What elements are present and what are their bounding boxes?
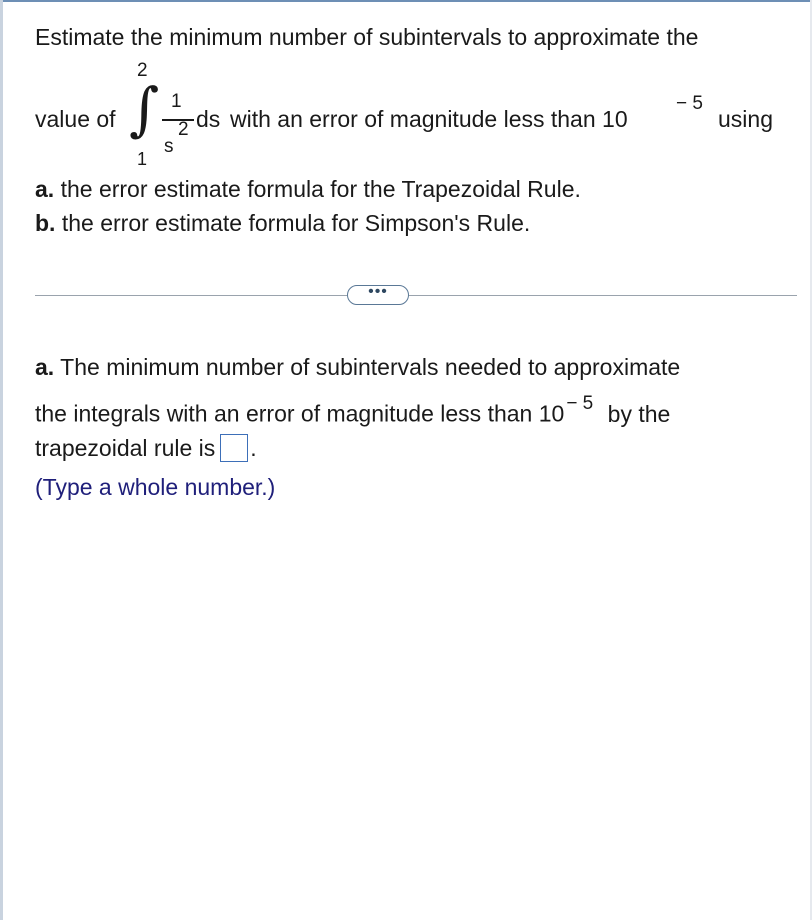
window-top-border [0,0,812,2]
more-options-button[interactable]: ••• [347,285,409,305]
answer-error-exponent: − 5 [566,393,594,414]
answer-line-3-period: . [250,435,257,461]
error-condition-text: with an error of magnitude less than 10 [230,106,628,132]
answer-part-label: a. [35,354,55,380]
integral-upper-limit: 2 [137,60,148,81]
integral-sign: ∫ [129,75,160,143]
fraction-numerator: 1 [171,91,182,112]
answer-line-2-tail: by the [607,400,671,427]
part-a-label: a. [35,176,55,202]
answer-line-1 [35,354,680,381]
question-line-1: Estimate the minimum number of subintervals to approximate the [35,24,699,50]
part-b-instruction [35,210,530,237]
answer-line-3 [35,434,257,462]
answer-line-2-text: the integrals with an error of magnitude less than 10 [35,400,565,427]
part-b-text: the error estimate formula for Simpson's Rule. [61,210,531,236]
using-text: using [718,106,773,132]
divider-left [35,295,347,296]
part-b-label: b. [35,210,56,236]
answer-line-2 [35,393,671,428]
answer-line-3-text: trapezoidal rule is [35,435,216,461]
answer-input[interactable] [220,434,248,462]
divider-right [409,295,797,296]
answer-format-hint: (Type a whole number.) [35,474,276,500]
value-of-text: value of [35,106,116,132]
error-exponent: − 5 [676,93,703,114]
part-a-text: the error estimate formula for the Trapezoidal Rule. [60,176,581,202]
denominator-base: s [164,136,174,157]
differential-ds: ds [196,106,221,132]
window-left-border [0,0,3,920]
part-a-instruction [35,176,581,203]
answer-line-1-text: The minimum number of subintervals needed to approximate [60,354,681,380]
integral-expression [35,60,805,175]
integral-lower-limit: 1 [137,149,148,169]
denominator-exponent: 2 [178,119,189,140]
